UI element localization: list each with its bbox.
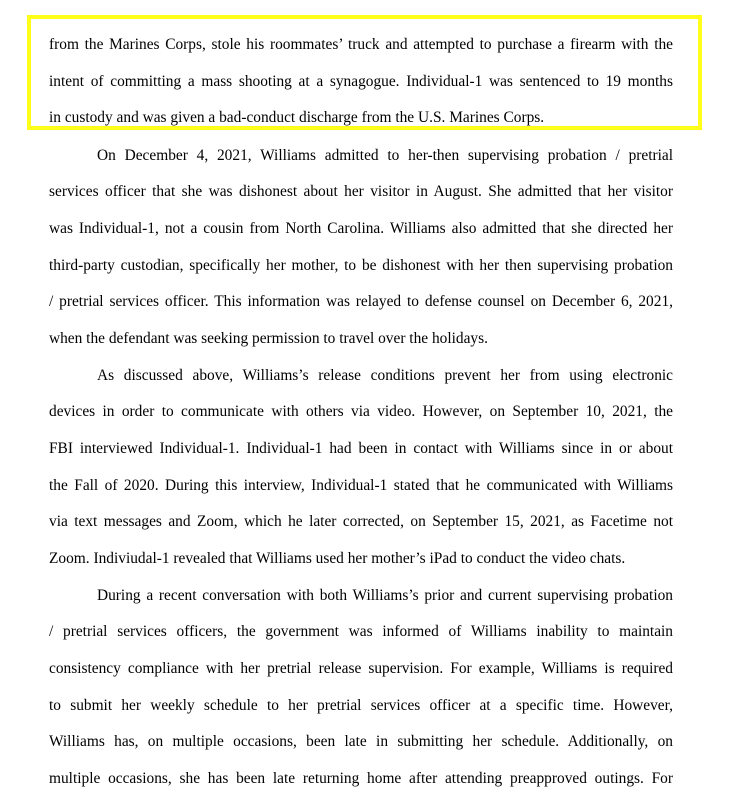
paragraph-1-line-3: was Individual-1, not a cousin from North Carolina. Williams also admitted that she directed her bbox=[49, 220, 673, 237]
paragraph-3-line-4: to submit her weekly schedule to her pretrial services officer at a specific time. However, bbox=[49, 697, 673, 714]
paragraph-1-line-6: when the defendant was seeking permission to travel over the holidays. bbox=[49, 330, 488, 347]
paragraph-1-line-4: third-party custodian, specifically her mother, to be dishonest with her then supervising probation bbox=[49, 257, 673, 274]
paragraph-1-line-1: On December 4, 2021, Williams admitted to her-then supervising probation / pretrial bbox=[97, 147, 673, 164]
paragraph-3-line-1: During a recent conversation with both Williams’s prior and current supervising probation bbox=[97, 587, 673, 604]
paragraph-2-line-6: Zoom. Indiviudal-1 revealed that Williams used her mother’s iPad to conduct the video chats. bbox=[49, 550, 626, 567]
paragraph-3-line-2: / pretrial services officers, the government was informed of Williams inability to maintain bbox=[49, 623, 673, 640]
highlighted-line-3: in custody and was given a bad-conduct discharge from the U.S. Marines Corps. bbox=[49, 109, 545, 126]
paragraph-2-line-2: devices in order to communicate with others via video. However, on September 10, 2021, the bbox=[49, 403, 673, 420]
paragraph-2-line-5: via text messages and Zoom, which he later corrected, on September 15, 2021, as Facetime not bbox=[49, 513, 673, 530]
paragraph-2-line-3: FBI interviewed Individual-1. Individual-1 had been in contact with Williams since in or about bbox=[49, 440, 673, 457]
paragraph-1-line-2: services officer that she was dishonest about her visitor in August. She admitted that her visitor bbox=[49, 183, 673, 200]
highlighted-line-1: from the Marines Corps, stole his roommates’ truck and attempted to purchase a firearm with the bbox=[49, 36, 673, 53]
paragraph-3-line-5: Williams has, on multiple occasions, been late in submitting her schedule. Additionally, on bbox=[49, 733, 673, 750]
paragraph-3-line-3: consistency compliance with her pretrial release supervision. For example, Williams is required bbox=[49, 660, 673, 677]
paragraph-2-line-1: As discussed above, Williams’s release conditions prevent her from using electronic bbox=[97, 367, 673, 384]
paragraph-2-line-4: the Fall of 2020. During this interview, Individual-1 stated that he communicated with Williams bbox=[49, 477, 673, 494]
paragraph-1-line-5: / pretrial services officer. This information was relayed to defense counsel on December 6, 2021, bbox=[49, 293, 673, 310]
highlighted-line-2: intent of committing a mass shooting at a synagogue. Individual-1 was sentenced to 19 months bbox=[49, 73, 673, 90]
paragraph-3-line-6: multiple occasions, she has been late returning home after attending preapproved outings. For bbox=[49, 770, 673, 787]
